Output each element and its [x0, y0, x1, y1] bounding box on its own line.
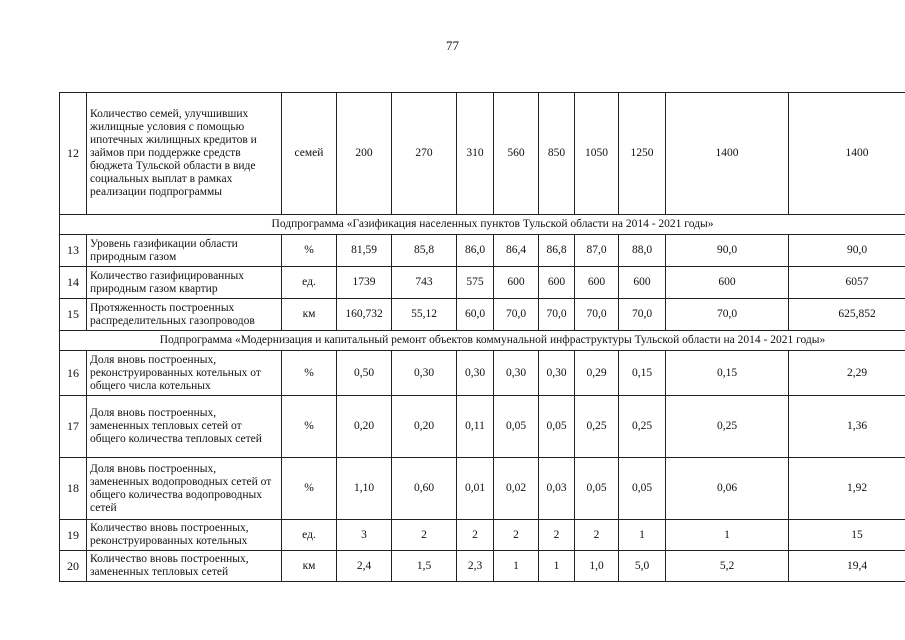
- value-cell: 70,0: [666, 299, 789, 331]
- value-cell: 0,50: [337, 351, 392, 396]
- value-cell: 70,0: [494, 299, 539, 331]
- value-cell: 2: [494, 520, 539, 551]
- subprogram-header-row: [60, 331, 905, 351]
- indicator-name: Количество вновь построенных, реконструированных котельных: [87, 520, 282, 551]
- value-cell: 850: [539, 93, 575, 215]
- indicator-row: [60, 458, 905, 520]
- value-cell: 15: [789, 520, 905, 551]
- value-cell: 90,0: [666, 235, 789, 267]
- value-cell: 0,20: [392, 396, 457, 458]
- value-cell: 60,0: [457, 299, 494, 331]
- value-cell: 88,0: [619, 235, 666, 267]
- row-number: 14: [60, 267, 87, 299]
- row-number: 19: [60, 520, 87, 551]
- indicator-name: Уровень газификации области природным газом: [87, 235, 282, 267]
- value-cell: 70,0: [539, 299, 575, 331]
- subprogram-title: Подпрограмма «Модернизация и капитальный ремонт объектов коммунальной инфраструктуры Тульской области на 2014 - 2021 годы»: [60, 331, 905, 351]
- indicator-row: [60, 396, 905, 458]
- value-cell: 1: [619, 520, 666, 551]
- value-cell: 0,15: [666, 351, 789, 396]
- value-cell: 310: [457, 93, 494, 215]
- row-number: 17: [60, 396, 87, 458]
- unit-cell: %: [282, 351, 337, 396]
- value-cell: 600: [619, 267, 666, 299]
- value-cell: 200: [337, 93, 392, 215]
- indicator-name: Доля вновь построенных, замененных водопроводных сетей от общего количества водопроводных сетей: [87, 458, 282, 520]
- value-cell: 2: [539, 520, 575, 551]
- value-cell: 600: [494, 267, 539, 299]
- indicator-name: Доля вновь построенных, реконструированных котельных от общего числа котельных: [87, 351, 282, 396]
- value-cell: 2: [575, 520, 619, 551]
- value-cell: 86,8: [539, 235, 575, 267]
- row-number: 13: [60, 235, 87, 267]
- value-cell: 6057: [789, 267, 905, 299]
- value-cell: 0,01: [457, 458, 494, 520]
- value-cell: 0,03: [539, 458, 575, 520]
- value-cell: 55,12: [392, 299, 457, 331]
- unit-cell: ед.: [282, 520, 337, 551]
- value-cell: 2,29: [789, 351, 905, 396]
- value-cell: 0,30: [539, 351, 575, 396]
- row-number: 16: [60, 351, 87, 396]
- value-cell: 1: [666, 520, 789, 551]
- value-cell: 0,05: [575, 458, 619, 520]
- value-cell: 1400: [666, 93, 789, 215]
- value-cell: 81,59: [337, 235, 392, 267]
- value-cell: 2: [457, 520, 494, 551]
- value-cell: 0,30: [457, 351, 494, 396]
- row-number: 18: [60, 458, 87, 520]
- value-cell: 1250: [619, 93, 666, 215]
- page-number: 77: [446, 38, 459, 53]
- indicator-row: [60, 93, 905, 215]
- unit-cell: км: [282, 551, 337, 582]
- value-cell: 1,10: [337, 458, 392, 520]
- value-cell: 5,2: [666, 551, 789, 582]
- value-cell: 2: [392, 520, 457, 551]
- subprogram-title: Подпрограмма «Газификация населенных пунктов Тульской области на 2014 - 2021 годы»: [60, 215, 905, 235]
- unit-cell: %: [282, 235, 337, 267]
- indicator-name: Количество вновь построенных, замененных тепловых сетей: [87, 551, 282, 582]
- value-cell: 600: [666, 267, 789, 299]
- row-number: 15: [60, 299, 87, 331]
- value-cell: 0,30: [392, 351, 457, 396]
- value-cell: 0,06: [666, 458, 789, 520]
- value-cell: 1: [494, 551, 539, 582]
- value-cell: 1400: [789, 93, 905, 215]
- indicator-row: [60, 299, 905, 331]
- value-cell: 85,8: [392, 235, 457, 267]
- value-cell: 0,15: [619, 351, 666, 396]
- value-cell: 86,0: [457, 235, 494, 267]
- value-cell: 1050: [575, 93, 619, 215]
- indicator-row: [60, 235, 905, 267]
- table-body: [60, 93, 905, 582]
- value-cell: 0,25: [619, 396, 666, 458]
- value-cell: 0,60: [392, 458, 457, 520]
- value-cell: 1,36: [789, 396, 905, 458]
- value-cell: 2,4: [337, 551, 392, 582]
- unit-cell: %: [282, 458, 337, 520]
- value-cell: 1: [539, 551, 575, 582]
- value-cell: 160,732: [337, 299, 392, 331]
- value-cell: 0,11: [457, 396, 494, 458]
- value-cell: 0,20: [337, 396, 392, 458]
- value-cell: 70,0: [575, 299, 619, 331]
- value-cell: 743: [392, 267, 457, 299]
- value-cell: 575: [457, 267, 494, 299]
- subprogram-header-row: [60, 215, 905, 235]
- value-cell: 270: [392, 93, 457, 215]
- value-cell: 0,05: [619, 458, 666, 520]
- value-cell: 87,0: [575, 235, 619, 267]
- value-cell: 1,5: [392, 551, 457, 582]
- value-cell: 1,92: [789, 458, 905, 520]
- indicators-table: [59, 92, 905, 582]
- value-cell: 2,3: [457, 551, 494, 582]
- value-cell: 0,25: [575, 396, 619, 458]
- value-cell: 0,30: [494, 351, 539, 396]
- indicator-row: [60, 551, 905, 582]
- value-cell: 1,0: [575, 551, 619, 582]
- row-number: 20: [60, 551, 87, 582]
- value-cell: 0,25: [666, 396, 789, 458]
- value-cell: 86,4: [494, 235, 539, 267]
- value-cell: 600: [539, 267, 575, 299]
- indicator-name: Количество газифицированных природным газом квартир: [87, 267, 282, 299]
- value-cell: 3: [337, 520, 392, 551]
- value-cell: 5,0: [619, 551, 666, 582]
- value-cell: 0,02: [494, 458, 539, 520]
- indicator-name: Количество семей, улучшивших жилищные условия с помощью ипотечных жилищных кредитов и займов при поддержке средств бюджета Тульской области в виде социальных выплат в рамках реализации подпрограммы: [87, 93, 282, 215]
- value-cell: 70,0: [619, 299, 666, 331]
- value-cell: 90,0: [789, 235, 905, 267]
- value-cell: 600: [575, 267, 619, 299]
- indicator-name: Протяженность построенных распределительных газопроводов: [87, 299, 282, 331]
- unit-cell: ед.: [282, 267, 337, 299]
- value-cell: 1739: [337, 267, 392, 299]
- row-number: 12: [60, 93, 87, 215]
- value-cell: 19,4: [789, 551, 905, 582]
- unit-cell: %: [282, 396, 337, 458]
- value-cell: 0,29: [575, 351, 619, 396]
- value-cell: 625,852: [789, 299, 905, 331]
- indicator-row: [60, 520, 905, 551]
- indicator-row: [60, 351, 905, 396]
- unit-cell: км: [282, 299, 337, 331]
- value-cell: 0,05: [494, 396, 539, 458]
- indicator-row: [60, 267, 905, 299]
- indicator-name: Доля вновь построенных, замененных тепловых сетей от общего количества тепловых сетей: [87, 396, 282, 458]
- unit-cell: семей: [282, 93, 337, 215]
- value-cell: 560: [494, 93, 539, 215]
- value-cell: 0,05: [539, 396, 575, 458]
